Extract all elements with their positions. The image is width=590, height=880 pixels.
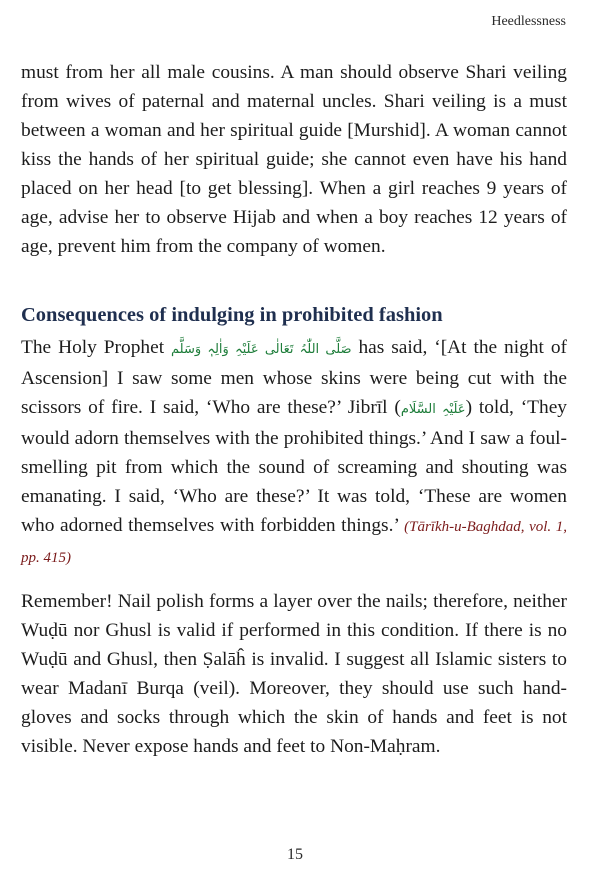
paragraph-veiling: must from her all male cousins. A man should observe Shari veiling from wives of paternal and maternal uncles. Shari veiling is a must between a woman and her spiritual guide [Murshid]. A woman cannot kiss the hands of her spiritual guide; she cannot even have his hand placed on her head [to get blessing]. When a girl reaches 9 years of age, advise her to observe Hijab and when a boy reaches 12 years of age, prevent him from the company of women. <box>21 62 567 257</box>
page-body <box>21 58 567 761</box>
arabic-jibril-salutation: عَلَیْہِ السَّلَام <box>400 402 466 417</box>
paragraph-nail-polish: Remember! Nail polish forms a layer over the nails; therefore, neither Wuḍū nor Ghusl is valid if performed in this condition. If there is no Wuḍū and Ghusl, then Ṣalāĥ is invalid. I suggest all Islamic sisters to wear Madanī Burqa (veil). Moreover, they should use such hand-gloves and socks through which the skin of hands and feet is not visible. Never expose hands and feet to Non-Maḥram. <box>21 591 567 757</box>
spacer <box>21 261 567 301</box>
section-heading: Consequences of indulging in prohibited fashion <box>21 304 443 326</box>
hadith-text-3: ) told, ‘They would adorn themselves with the prohibited things.’ And I saw a foul-smelling pit from which the sound of screaming and shouting was emanating. I said, ‘Who are these?’ It was told, ‘These are women who adorned themselves with forbidden things.’ <box>21 397 567 536</box>
hadith-text-2: has said, ‘[At the night of Ascension] I saw some men whose skins were being cut with the scissors of fire. I said, ‘Who are these?’ Jibrīl ( <box>21 337 567 418</box>
reference-citation: (Tārīkh-u-Baghdad, vol. 1, pp. 415) <box>21 519 567 566</box>
page-number: 15 <box>287 846 303 863</box>
running-head: Heedlessness <box>491 14 566 29</box>
paragraph-hadith <box>21 333 567 573</box>
spacer <box>21 573 567 587</box>
arabic-salutation: صَلَّی اللّٰہُ تَعَالٰی عَلَیْہِ وَاٰلِہٖ وَسَلَّم <box>171 342 352 357</box>
hadith-text-1: The Holy Prophet <box>21 337 172 358</box>
